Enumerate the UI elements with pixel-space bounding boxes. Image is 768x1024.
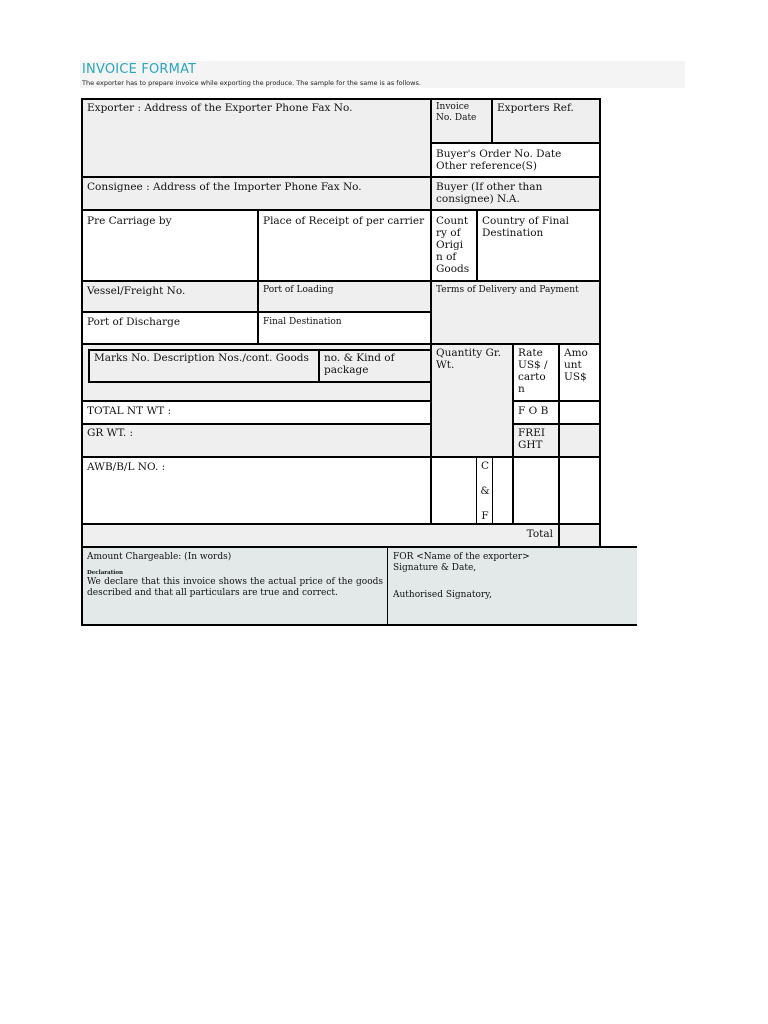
vline [476, 209, 478, 281]
hline [88, 381, 431, 383]
signature-date-label: Signature & Date, [393, 563, 477, 573]
exporters-ref-cell: Exporters Ref. [492, 99, 600, 143]
cf-amp-label: & [480, 485, 490, 497]
final-destination-cell: Final Destination [258, 312, 431, 343]
vline [430, 98, 432, 210]
total-amount-cell [560, 524, 600, 547]
signatory-block [388, 548, 637, 625]
hline [81, 423, 431, 425]
hline [88, 349, 431, 351]
vline [318, 349, 320, 383]
hline [492, 142, 600, 144]
vline [558, 343, 560, 547]
vline [430, 343, 432, 524]
consignee-cell: Consignee : Address of the Importer Phone Fax No. [82, 177, 431, 209]
hline [81, 209, 600, 211]
gr-wt-cell: GR WT. : [82, 424, 431, 457]
cf-f-label: F [481, 510, 489, 522]
vessel-cell: Vessel/Freight No. [82, 281, 258, 312]
authorised-signatory-label: Authorised Signatory, [393, 590, 492, 600]
hline [513, 423, 600, 425]
vline [491, 98, 493, 143]
terms-delivery-cell: Terms of Delivery and Payment [431, 281, 600, 344]
country-origin-cell: Count ry of Origi n of Goods [431, 210, 477, 280]
exporter-cell: Exporter : Address of the Exporter Phone Fax No. [82, 99, 431, 176]
declaration-text: We declare that this invoice shows the actual price of the goods described and that all particulars are true and correct. [87, 577, 383, 598]
kind-package-cell: no. & Kind of package [319, 350, 431, 382]
amount-chargeable-label: Amount Chargeable: (In words) [87, 552, 232, 562]
awb-cell: AWB/B/L NO. : [82, 457, 431, 524]
pre-carriage-cell: Pre Carriage by [82, 210, 258, 280]
cf-c-label: C [480, 460, 490, 472]
quantity-cell: Quantity Gr. Wt. [431, 344, 513, 456]
fob-cell: F O B [513, 401, 559, 424]
place-of-receipt-cell: Place of Receipt of per carrier [258, 210, 431, 280]
declaration-heading: Declaration [87, 570, 124, 576]
total-cell: Total [82, 524, 560, 547]
hline [513, 400, 600, 402]
hline [431, 142, 492, 144]
vline [387, 547, 388, 625]
hline [81, 280, 600, 282]
hline [81, 343, 600, 345]
total-nt-wt-cell: TOTAL NT WT : [82, 401, 431, 424]
buyers-order-cell: Buyer's Order No. Date Other reference(S) [431, 143, 600, 177]
hline [81, 523, 600, 525]
cf-cell [477, 457, 493, 524]
freight-amount-cell [559, 424, 600, 457]
hline [81, 546, 637, 548]
buyer-other-cell: Buyer (If other than consignee) N.A. [431, 177, 600, 209]
amount-words-block [82, 548, 388, 625]
for-exporter-label: FOR <Name of the exporter> [393, 552, 530, 562]
hline [81, 624, 637, 626]
marks-cell: Marks No. Description Nos./cont. Goods [89, 350, 319, 382]
country-destination-cell: Country of Final Destination [477, 210, 600, 280]
port-loading-cell: Port of Loading [258, 281, 431, 312]
hline [81, 311, 431, 313]
port-discharge-cell: Port of Discharge [82, 312, 258, 343]
vline [492, 456, 493, 524]
page-title: INVOICE FORMAT [82, 62, 197, 77]
freight-cell: FREI GHT [513, 424, 559, 457]
vline [88, 349, 90, 383]
invoice-no-date-cell: Invoice No. Date [431, 99, 492, 143]
page-subtitle: The exporter has to prepare invoice while exporting the produce. The sample for the same is as follows. [82, 79, 421, 87]
cf-spacer-cell [431, 457, 477, 524]
hline [81, 456, 600, 458]
vline [476, 456, 477, 524]
hline [81, 400, 431, 402]
vline [512, 343, 514, 524]
vline [430, 209, 432, 344]
rate-cell: Rate US$ / carto n [513, 344, 559, 401]
hline [81, 176, 600, 178]
border-right [599, 98, 601, 547]
vline [257, 209, 259, 344]
border-top [81, 98, 600, 100]
fob-amount-cell [559, 401, 600, 424]
amount-cell: Amo unt US$ [559, 344, 600, 401]
